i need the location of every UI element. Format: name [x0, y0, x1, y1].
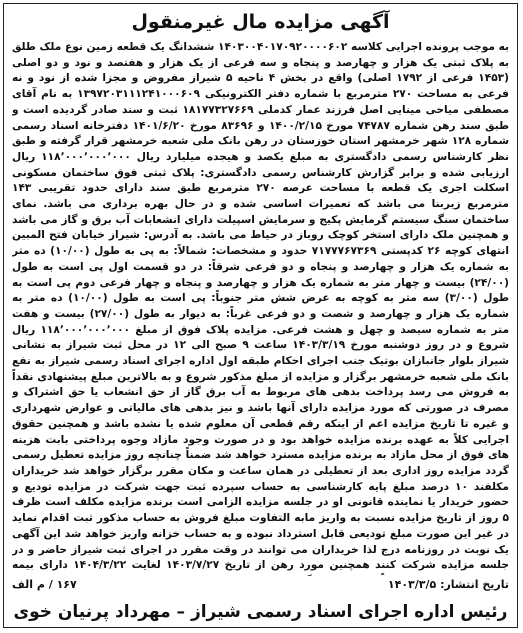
notice-frame [3, 3, 518, 628]
notice-footer [12, 576, 509, 594]
notice-paragraph: به موجب پرونده اجرایی کلاسه ۱۴۰۳۰۰۴۰۱۷۰۹۲۰۰۰۰۶۰۲ ششدانگ یک قطعه زمین نوع ملک طلق به پلاک ثبتی یک هزار و چهارصد و پنجاه و سه فرعی از یک هزار و هفتصد و نود و دو اصلی (۱۴۵۳ فرعی از ۱۷۹۲ اصلی) واقع در بخش ۴ ناحیه ۵ شیراز مفروض و مجزا شده از نود و نه فرعی به مساحت ۲۷۰ مترمربع با شماره دفتر الکترونیکی ۱۳۹۷۲۰۳۱۱۱۲۴۱۰۰۰۶۰۹ به نام آقای مصطفی میاحی مینایی اصل فرزند عمار کدملی ۱۸۱۷۷۳۲۷۶۶۹ ثبت و سند صادر گردیده است و طبق سند رهن شماره ۷۴۷۸۷ مورخ ۱۴۰۰/۲/۱۵ و ۸۳۶۹۶ مورخ ۱۴۰۱/۶/۲۰ دفترخانه اسناد رسمی شماره ۱۲۸ شهر خرمشهر استان خوزستان در رهن بانک ملی شعبه خرمشهر قرار گرفته و طبق نظر کارشناس رسمی دادگستری به مبلغ یکصد و هیجده میلیارد ریال ۱۱۸٬۰۰۰٬۰۰۰٬۰۰۰ ریال ارزیابی شده و برابر گزارش کارشناس رسمی دادگستری: پلاک ثبتی فوق ساختمان مسکونی اسکلت اجری یک قطعه با مساحت عرصه ۲۷۰ مترمربع طبق سند دارای حدود تقریبی ۱۴۳ مترمربع زیربنا می باشد که تعمیرات اساسی شده و در حال بهره برداری می باشد. نمای ساختمان سنگ سیستم گرمایش پکیج و سرمایش اسپیلت دارای انشعابات آب برق و گاز می باشد و همچنین ملک دارای استخر کوچک روباز در حیاط می باشد. به آدرس: شیراز خیابان فتح المبین انتهای کوچه ۲۶ کدپستی ۷۱۷۷۷۶۷۳۶۹ حدود و مشخصات: شمالاً: به پی به طول (۱۰/۰۰) ده متر به شماره یک هزار و چهارصد و پنجاه و دو فرعی شرقاً: در دو قسمت اول پی است به طول (۲۴/۰۰) بیست و چهار متر به شماره یک هزار و چهارصد و پنجاه و چهار فرعی دوم پی است به طول (۳/۰۰) سه متر به کوچه به عرض شش متر جنوباً: پی است به طول (۱۰/۰۰) ده متر به شماره یک هزار و چهارصد و شصت و دو فرعی غرباً: به دیوار به طول (۲۷/۰۰) بیست و هفت متر به شماره سیصد و چهل و هشت فرعی. مزایده پلاک فوق از مبلغ ۱۱۸٬۰۰۰٬۰۰۰٬۰۰۰ ریال شروع و در روز دوشنبه مورخ ۱۴۰۳/۳/۱۹ ساعت ۹ صبح الی ۱۲ در محل ثبت شیراز به نشانی شیراز بلوار جانبازان بوتیک جنب اجرای احکام طبقه اول اداره اجرای اسناد رسمی شیراز به نفع بانک ملی شعبه خرمشهر برگزار و مزایده از مبلغ مذکور شروع و به بالاترین مبلغ پیشنهادی نقداً به فروش می رسد پرداخت بدهی های مربوط به آب برق گاز از حق انشعاب یا حق اشتراک و مصرف در صورتی که مورد مزایده دارای آنها باشد و نیز بدهی های مالیاتی و عوارض شهرداری و غیره تا تاریخ مزایده اعم از اینکه رقم قطعی آن معلوم شده یا نشده باشد و همچنین حقوق اجرایی کلاً به عهده برنده مزایده خواهد بود و در صورت وجود مازاد وجوه پرداختی بابت هزینه های فوق از محل مازاد به برنده مزایده مسترد خواهد شد ضمناً چنانچه روز مزایده تعطیل رسمی گردد مزایده روز اداری بعد از تعطیلی در همان ساعت و مکان مقرر برگزار خواهد شد خریداران مکلفند ۱۰ درصد مبلغ پایه کارشناسی به حساب سپرده ثبت جهت شرکت در مزایده تودیع و حضور خریدار یا نماینده قانونی او در جلسه مزایده الزامی است برنده مزایده مکلف است ظرف ۵ روز از تاریخ مزایده نسبت به واریز مابه التفاوت مبلغ فروش به حساب مذکور ثبت اقدام نماید در غیر این صورت مبلغ تودیعی قابل استرداد نبوده و به حساب خزانه واریز خواهد شد این آگهی یک نوبت در روزنامه درج لذا خریداران می توانند در وقت مقرر در اجرای ثبت شیراز حاضر و در جلسه مزایده شرکت کنند همچنین مورد رهن از تاریخ ۱۴۰۳/۷/۲۷ لغایت ۱۴۰۴/۳/۲۲ دارای بیمه [12, 41, 509, 572]
notice-title: آگهی مزایده مال غیرمنقول [131, 11, 390, 33]
publish-date: تاریخ انتشار: ۱۴۰۳/۳/۵ [387, 578, 509, 591]
notice-signature: رئیس اداره اجرای اسناد رسمی شیراز – مهرداد پرنیان خوی [13, 602, 508, 622]
notice-code: ۱۶۷ / م الف [12, 578, 77, 591]
notice-body [12, 40, 509, 576]
